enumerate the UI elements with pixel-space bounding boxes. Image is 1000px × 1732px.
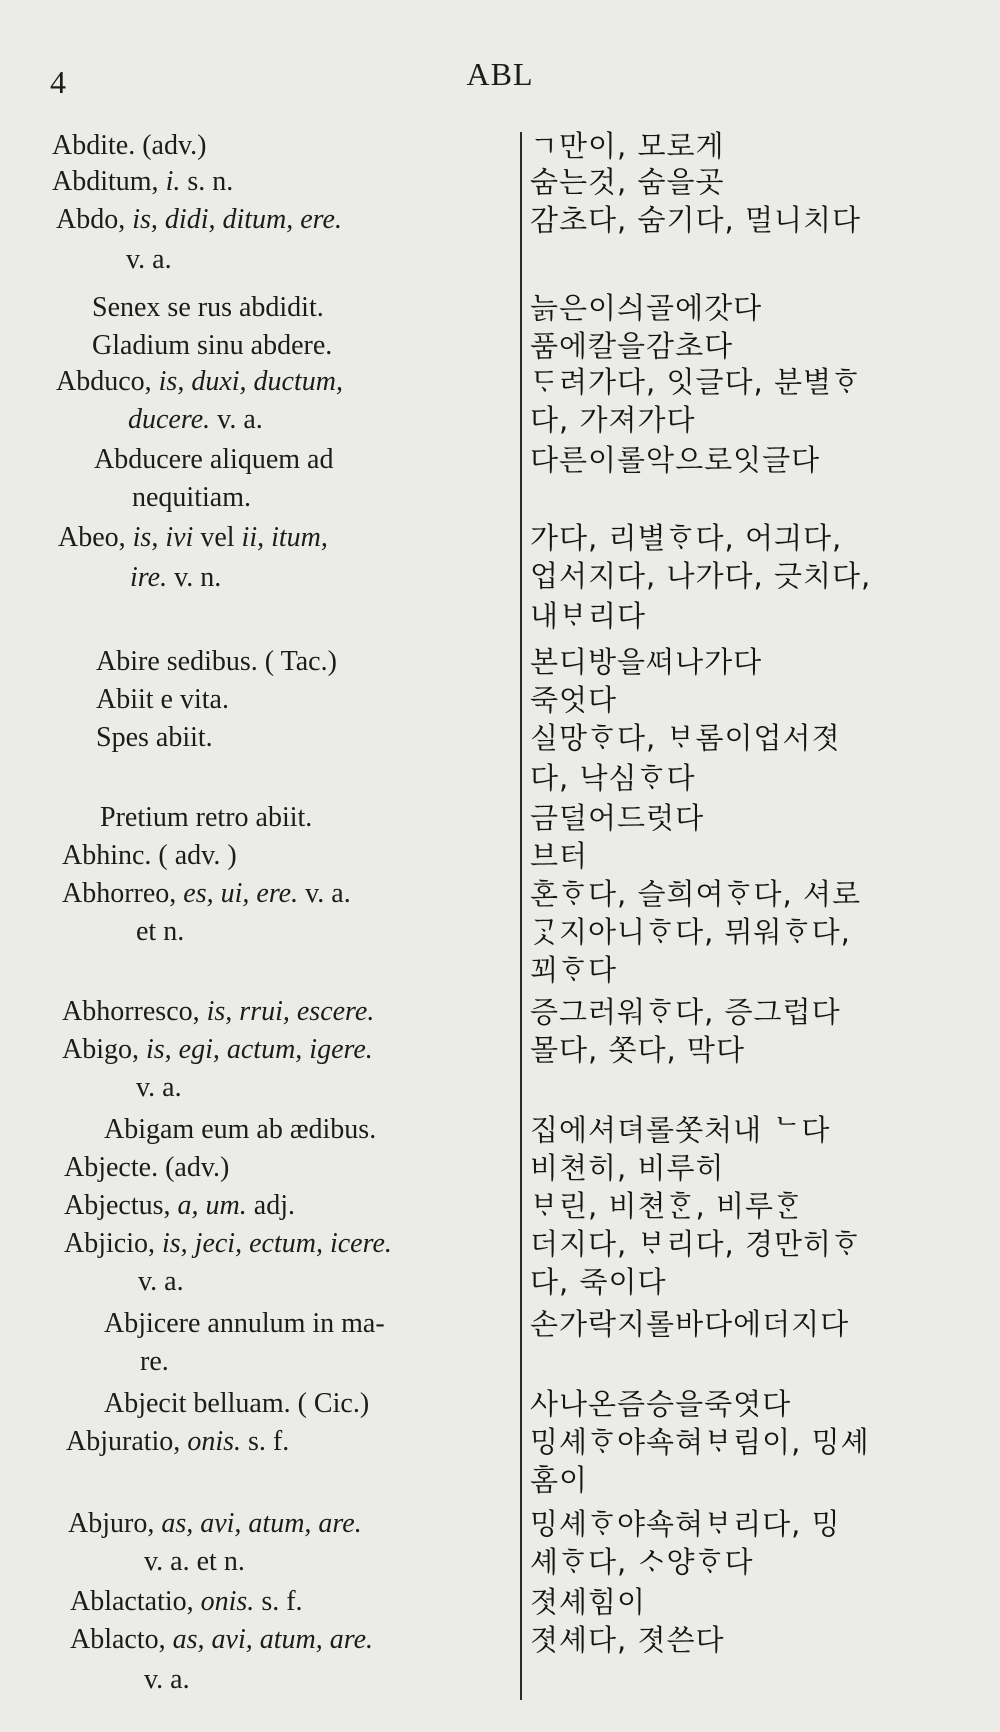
text-run: v. a.: [210, 404, 263, 435]
korean-definition: 집에셔뎌롤ᄶᅩᆺ처내 ᄂ다: [530, 1113, 831, 1147]
korean-definition: 더지다, ᄇᆞ리다, 경만히ᄒᆞ: [530, 1227, 862, 1261]
page-number: 4: [50, 64, 66, 100]
korean-definition-continuation: 내ᄇᆞ리다: [530, 599, 647, 633]
korean-definition: 다른이롤악으로잇글다: [530, 443, 821, 477]
latin-continuation: [140, 1344, 169, 1380]
latin-headword: [104, 1112, 376, 1148]
text-run: Abire sedibus. ( Tac.): [96, 646, 337, 677]
latin-headword: [62, 838, 237, 874]
text-run: Abhorreo,: [62, 878, 184, 909]
text-run: Abiit e vita.: [96, 684, 229, 715]
text-run: Gladium sinu abdere.: [92, 330, 333, 361]
latin-headword: [92, 328, 332, 364]
text-run: Abigo,: [62, 1034, 146, 1065]
latin-headword: [64, 1150, 229, 1186]
text-run: ire.: [130, 562, 168, 593]
latin-continuation: [144, 1544, 245, 1580]
text-run: v. a.: [298, 878, 351, 909]
text-run: onis.: [187, 1426, 241, 1457]
korean-definition: 졋셰힘이: [530, 1585, 647, 1619]
text-run: v. a.: [126, 244, 172, 275]
latin-continuation: [132, 480, 251, 516]
text-run: Abdite. (adv.): [52, 130, 207, 161]
text-run: is, rrui, escere.: [206, 996, 375, 1027]
text-run: is, ivi: [132, 522, 194, 553]
latin-continuation: [128, 402, 263, 438]
korean-definition: 품에칼을감초다: [530, 329, 734, 363]
text-run: Spes abiit.: [96, 722, 213, 753]
korean-definition-continuation: 다, 가져가다: [530, 403, 696, 437]
latin-headword: [96, 682, 229, 718]
korean-definition: ㄱ만이, 모로게: [530, 129, 725, 163]
latin-continuation: [126, 242, 172, 278]
korean-definition-continuation: 업서지다, 나가다, 긋치다,: [530, 559, 872, 593]
text-run: is, didi, ditum, ere.: [132, 204, 342, 235]
korean-definition: 밍셰ᄒᆞ야쇽혀ᄇᆞ림이, 밍셰: [530, 1425, 870, 1459]
text-run: nequitiam.: [132, 482, 251, 513]
text-run: et n.: [136, 916, 185, 947]
text-run: Abigam eum ab ædibus.: [104, 1114, 377, 1145]
text-run: Abducere aliquem ad: [94, 444, 334, 475]
text-run: vel: [193, 522, 242, 553]
korean-definition-continuation: 홈이: [530, 1463, 589, 1497]
latin-headword: [56, 364, 343, 400]
latin-headword: [96, 644, 337, 680]
korean-definition: 브터: [530, 839, 589, 873]
latin-headword: [64, 1188, 295, 1224]
text-run: Abhinc. ( adv. ): [62, 840, 237, 871]
text-run: re.: [140, 1346, 169, 1377]
text-run: Pretium retro abiit.: [100, 802, 313, 833]
latin-headword: [68, 1506, 362, 1542]
latin-continuation: [136, 1070, 182, 1106]
text-run: Abdo,: [56, 204, 133, 235]
latin-headword: [58, 520, 328, 556]
text-run: es, ui, ere.: [183, 878, 299, 909]
text-run: Abduco,: [56, 366, 159, 397]
text-run: Abjecit belluam. ( Cic.): [104, 1388, 370, 1419]
text-run: v. n.: [167, 562, 222, 593]
korean-definition: 비쳔히, 비루히: [530, 1151, 725, 1185]
text-run: Abditum,: [52, 166, 166, 197]
text-run: Ablacto,: [70, 1624, 173, 1655]
text-run: Ablactatio,: [70, 1586, 201, 1617]
latin-continuation: [144, 1662, 190, 1698]
latin-headword: [94, 442, 333, 478]
korean-definition-continuation: ᄀᆞᆺ지아니ᄒᆞ다, 뮈워ᄒᆞ다,: [530, 915, 851, 949]
korean-definition-continuation: 다, 낙심ᄒᆞ다: [530, 761, 696, 795]
text-run: v. a.: [138, 1266, 184, 1297]
korean-definition-continuation: 다, 죽이다: [530, 1265, 667, 1299]
text-run: is, duxi, ductum,: [158, 366, 343, 397]
text-run: as, avi, atum, are.: [172, 1624, 374, 1655]
korean-definition: 증그러워ᄒᆞ다, 증그럽다: [530, 995, 841, 1029]
korean-definition-continuation: 셰ᄒᆞ다, ᄉᆞ양ᄒᆞ다: [530, 1545, 754, 1579]
text-run: onis.: [200, 1586, 255, 1617]
latin-headword: [56, 202, 342, 238]
text-run: Abjuratio,: [66, 1426, 188, 1457]
latin-headword: [70, 1584, 303, 1620]
korean-definition-continuation: 꾀ᄒᆞ다: [530, 953, 618, 987]
korean-definition: 본디방을ᄯᅥ나가다: [530, 645, 763, 679]
text-run: is, jeci, ectum, icere.: [162, 1228, 392, 1259]
text-run: Abjecte. (adv.): [64, 1152, 230, 1183]
korean-definition: ᄇᆞ린, 비쳔ᄒᆞᆫ, 비루ᄒᆞᆫ: [530, 1189, 803, 1223]
korean-definition: 사나온즘승을죽엿다: [530, 1387, 792, 1421]
latin-continuation: [136, 914, 184, 950]
korean-definition: 금덜어드럿다: [530, 801, 705, 835]
korean-definition: 감초다, 숨기다, 멀니치다: [530, 203, 862, 237]
korean-definition: 밍셰ᄒᆞ야쇽혀ᄇᆞ리다, 밍: [530, 1507, 841, 1541]
text-run: ducere.: [128, 404, 211, 435]
latin-headword: [104, 1306, 385, 1342]
latin-headword: [62, 876, 351, 912]
latin-headword: [66, 1424, 289, 1460]
latin-headword: [96, 720, 213, 756]
text-run: s. f.: [254, 1586, 303, 1617]
korean-definition: 늙은이싀골에갓다: [530, 291, 763, 325]
text-run: i.: [165, 166, 181, 197]
korean-definition: 졋셰다, 졋쓴다: [530, 1623, 725, 1657]
text-run: v. a.: [144, 1664, 190, 1695]
korean-definition: 가다, 리별ᄒᆞ다, 어긔다,: [530, 521, 843, 555]
latin-headword: [52, 164, 233, 200]
latin-headword: [62, 994, 374, 1030]
latin-headword: [104, 1386, 369, 1422]
korean-definition: ᄃᆞ려가다, 잇글다, 분별ᄒᆞ: [530, 365, 862, 399]
text-run: Abjectus,: [64, 1190, 178, 1221]
korean-definition: 죽엇다: [530, 683, 618, 717]
text-run: adj.: [246, 1190, 295, 1221]
text-run: Abjicio,: [64, 1228, 162, 1259]
text-run: Abjuro,: [68, 1508, 162, 1539]
korean-definition: 혼ᄒᆞ다, 슬희여ᄒᆞ다, 셔로: [530, 877, 862, 911]
korean-definition: 몰다, ᄶᅩᆺ다, 막다: [530, 1033, 745, 1067]
text-run: a, um.: [177, 1190, 247, 1221]
latin-continuation: [130, 560, 221, 596]
text-run: s. n.: [180, 166, 234, 197]
latin-headword: [92, 290, 324, 326]
korean-definition: 실망ᄒᆞ다, ᄇᆞ롬이업서졋: [530, 721, 841, 755]
text-run: v. a. et n.: [144, 1546, 245, 1577]
text-run: Senex se rus abdidit.: [92, 292, 324, 323]
text-run: v. a.: [136, 1072, 182, 1103]
latin-headword: [100, 800, 312, 836]
latin-headword: [64, 1226, 392, 1262]
latin-headword: [52, 128, 206, 164]
text-run: s. f.: [241, 1426, 290, 1457]
latin-continuation: [138, 1264, 184, 1300]
text-run: Abeo,: [58, 522, 133, 553]
text-run: Abjicere annulum in ma-: [104, 1308, 385, 1339]
text-run: Abhorresco,: [62, 996, 207, 1027]
text-run: is, egi, actum, igere.: [146, 1034, 373, 1065]
korean-definition: 손가락지롤바다에더지다: [530, 1307, 850, 1341]
text-run: as, avi, atum, are.: [161, 1508, 362, 1539]
text-run: ii, itum,: [241, 522, 328, 553]
latin-headword: [62, 1032, 373, 1068]
korean-definition: 숨는것, 숨을곳: [530, 165, 725, 199]
latin-headword: [70, 1622, 373, 1658]
running-head: ABL: [466, 56, 534, 92]
